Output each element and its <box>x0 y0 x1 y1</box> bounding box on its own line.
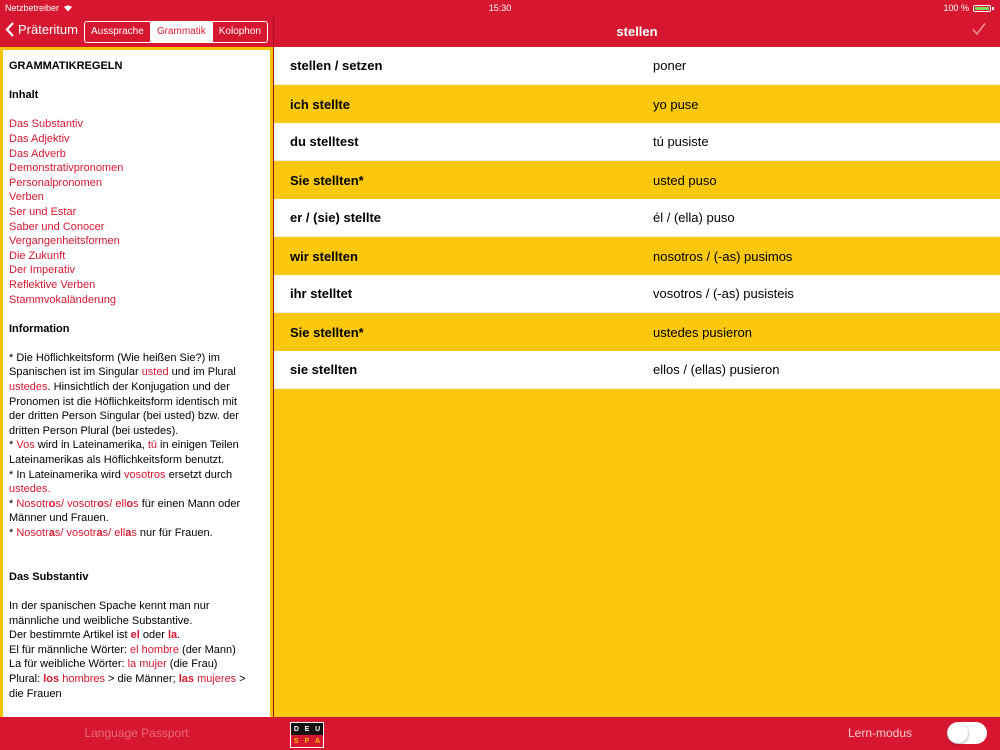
spanish-form: él / (ella) puso <box>653 210 735 225</box>
contents-link-adjektiv[interactable]: Das Adjektiv <box>9 132 70 145</box>
german-form: du stelltest <box>290 134 359 149</box>
chevron-left-icon <box>5 22 14 37</box>
verb-title: stellen <box>616 24 658 39</box>
spanish-form: ellos / (ellas) pusieron <box>653 362 780 377</box>
spanish-form: vosotros / (-as) pusisteis <box>653 286 794 301</box>
contents-link-reflektive-verben[interactable]: Reflektive Verben <box>9 278 96 291</box>
spanish-form: yo puse <box>653 96 699 112</box>
spanish-form: poner <box>653 58 687 73</box>
info-line: dritten Person Plural (bei ustedes). <box>9 424 179 437</box>
right-nav-bar <box>274 16 1000 47</box>
german-form: ihr stelltet <box>290 286 353 301</box>
substantiv-paragraph: In der spanischen Spache kennt man nur männliche und weibliche Substantive. Der bestimmte Artikel ist el oder la. El für männliche Wörter: el hombre (der Mann) La für weibliche Wörter: la mujer (die Frau) Plural: los hombres > die Männer; las mujeres > die Frauen <box>9 599 246 700</box>
contents-link-verben[interactable]: Verben <box>9 191 44 204</box>
contents-link-ser-estar[interactable]: Ser und Estar <box>9 205 77 218</box>
table-row[interactable] <box>274 313 1000 351</box>
german-form: Sie stellten* <box>290 324 364 340</box>
contents-link-stammvokalaenderung[interactable]: Stammvokaländerung <box>9 293 117 306</box>
info-paragraph-1 <box>9 351 264 439</box>
battery-icon <box>973 5 991 12</box>
contents-heading: Inhalt <box>9 89 39 102</box>
table-row[interactable] <box>274 123 1000 161</box>
german-form: stellen / setzen <box>290 58 383 73</box>
substantiv-heading: Das Substantiv <box>9 570 89 583</box>
contents-link-personalpronomen[interactable]: Personalpronomen <box>9 176 102 189</box>
spanish-form: usted puso <box>653 172 717 188</box>
info-line: Pronomen ist die Höflichkeitsform identisch mit <box>9 395 238 408</box>
table-row[interactable] <box>274 47 1000 85</box>
contents-link-substantiv[interactable]: Das Substantiv <box>9 118 83 131</box>
info-heading: Information <box>9 322 70 335</box>
info-paragraph-5: * Nosotras/ vosotras/ ellas nur für Frauen. <box>9 527 213 539</box>
info-paragraph-4: * Nosotros/ vosotros/ ellos für einen Mann oder Männer und Frauen. <box>9 497 241 525</box>
battery-fill <box>975 7 989 10</box>
german-form: Sie stellten* <box>290 172 364 188</box>
status-bar <box>0 0 1000 16</box>
segment-grammatik[interactable]: Grammatik <box>150 22 212 42</box>
left-nav-bar <box>0 16 273 47</box>
contents-link-saber-conocer[interactable]: Saber und Conocer <box>9 220 105 233</box>
contents-link-adverb[interactable]: Das Adverb <box>9 147 66 160</box>
segment-aussprache[interactable]: Aussprache <box>91 26 144 37</box>
grammar-title: GRAMMATIKREGELN <box>9 60 123 72</box>
contents-link-zukunft[interactable]: Die Zukunft <box>9 249 66 262</box>
back-label: Präteritum <box>18 22 78 37</box>
carrier-label: Netzbetreiber <box>5 3 60 13</box>
lern-modus-toggle[interactable] <box>947 722 987 744</box>
german-form: sie stellten <box>290 362 358 377</box>
table-row[interactable] <box>274 161 1000 199</box>
table-row[interactable] <box>274 351 1000 389</box>
bottom-toolbar <box>0 717 1000 750</box>
german-form: ich stellte <box>290 96 350 112</box>
spanish-form: nosotros / (-as) pusimos <box>653 248 793 264</box>
info-paragraph-2: * Vos wird in Lateinamerika, tú in einigen Teilen Lateinamerikas als Höflichkeitsform benutzt. <box>9 439 239 467</box>
contents-link-demonstrativpronomen[interactable]: Demonstrativpronomen <box>9 162 124 175</box>
table-row[interactable] <box>274 199 1000 237</box>
info-line: Spanischen ist im Singular usted und im Plural <box>9 366 236 379</box>
table-row[interactable] <box>274 85 1000 123</box>
toggle-knob <box>948 723 968 743</box>
language-passport-button[interactable]: Language Passport <box>84 726 189 740</box>
segment-kolophon[interactable]: Kolophon <box>212 22 267 42</box>
lern-modus-label: Lern-modus <box>848 726 913 740</box>
battery-percent: 100 % <box>943 3 969 13</box>
language-pair-flag-icon[interactable]: D E U S P A <box>290 722 324 748</box>
contents-link-vergangenheitsformen[interactable]: Vergangenheitsformen <box>9 235 120 248</box>
grammar-panel <box>0 47 273 717</box>
spanish-form: tú pusiste <box>653 134 709 149</box>
checkmark-icon[interactable] <box>972 22 986 36</box>
table-row[interactable] <box>274 275 1000 313</box>
clock: 15:30 <box>488 3 512 13</box>
contents-link-imperativ[interactable]: Der Imperativ <box>9 264 76 277</box>
grammar-content[interactable] <box>3 50 270 717</box>
german-form: wir stellten <box>290 248 358 264</box>
info-line: der dritten Person Singular (bei usted) bzw. der <box>9 410 239 423</box>
battery-nub <box>992 7 994 10</box>
segmented-control <box>84 21 268 43</box>
table-row[interactable] <box>274 237 1000 275</box>
conjugation-table <box>274 47 1000 717</box>
status-right <box>943 3 994 13</box>
info-line: ustedes. Hinsichtlich der Konjugation und der <box>9 381 230 394</box>
back-button[interactable] <box>5 22 78 37</box>
info-line: * Die Höflichkeitsform (Wie heißen Sie?) im <box>9 351 220 364</box>
german-form: er / (sie) stellte <box>290 210 382 225</box>
info-paragraph-3: * In Lateinamerika wird vosotros ersetzt durch ustedes. <box>9 468 233 496</box>
spanish-form: ustedes pusieron <box>653 324 753 340</box>
contents-list <box>9 117 264 307</box>
